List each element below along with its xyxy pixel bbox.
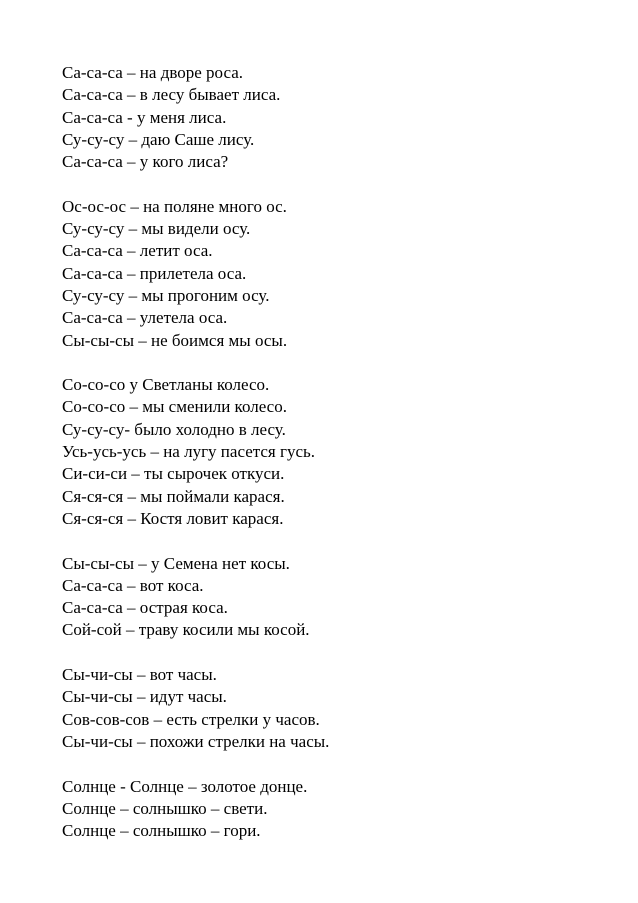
poem-line: Су-су-су- было холодно в лесу.	[62, 419, 286, 439]
poem-line: Ся-ся-ся – Костя ловит карася.	[62, 508, 284, 528]
stanza-6	[62, 776, 329, 843]
poem-line: Са-са-са – у кого лиса?	[62, 152, 229, 172]
poem-line: Сы-чи-сы – вот часы.	[62, 665, 217, 685]
poem-line: Са-са-са – вот коса.	[62, 575, 204, 595]
stanza-2	[62, 196, 329, 352]
poem-line: Су-су-су – мы видели осу.	[62, 219, 251, 239]
poem-line: Сы-чи-сы – идут часы.	[62, 687, 227, 707]
poem-line: Сы-сы-сы – у Семена нет косы.	[62, 553, 290, 573]
poem-line: Сов-сов-сов – есть стрелки у часов.	[62, 709, 320, 729]
stanza-3	[62, 374, 329, 530]
poem-line: Са-са-са – улетела оса.	[62, 308, 228, 328]
poem-line: Солнце - Солнце – золотое донце.	[62, 776, 308, 796]
poem-line: Со-со-со – мы сменили колесо.	[62, 397, 287, 417]
stanza-1	[62, 62, 329, 173]
poem-line: Усь-усь-усь – на лугу пасется гусь.	[62, 442, 316, 462]
poem-text	[62, 62, 329, 842]
poem-line: Сы-сы-сы – не боимся мы осы.	[62, 330, 288, 350]
poem-line: Са-са-са – прилетела оса.	[62, 263, 247, 283]
poem-line: Са-са-са - у меня лиса.	[62, 107, 227, 127]
stanza-4	[62, 553, 329, 642]
poem-line: Солнце – солнышко – гори.	[62, 821, 261, 841]
poem-line: Са-са-са – в лесу бывает лиса.	[62, 85, 281, 105]
poem-line: Су-су-су – даю Саше лису.	[62, 129, 255, 149]
stanza-5	[62, 664, 329, 753]
poem-line: Са-са-са – на дворе роса.	[62, 63, 244, 82]
poem-line: Сы-чи-сы – похожи стрелки на часы.	[62, 731, 330, 751]
poem-line: Сой-сой – траву косили мы косой.	[62, 620, 310, 640]
poem-line: Су-су-су – мы прогоним осу.	[62, 285, 270, 305]
poem-line: Солнце – солнышко – свети.	[62, 798, 268, 818]
poem-line: Са-са-са – летит оса.	[62, 241, 213, 261]
poem-line: Со-со-со у Светланы колесо.	[62, 375, 270, 395]
poem-line: Са-са-са – острая коса.	[62, 598, 228, 618]
poem-line: Ся-ся-ся – мы поймали карася.	[62, 486, 285, 506]
poem-line: Ос-ос-ос – на поляне много ос.	[62, 196, 287, 216]
poem-line: Си-си-си – ты сырочек откуси.	[62, 464, 285, 484]
